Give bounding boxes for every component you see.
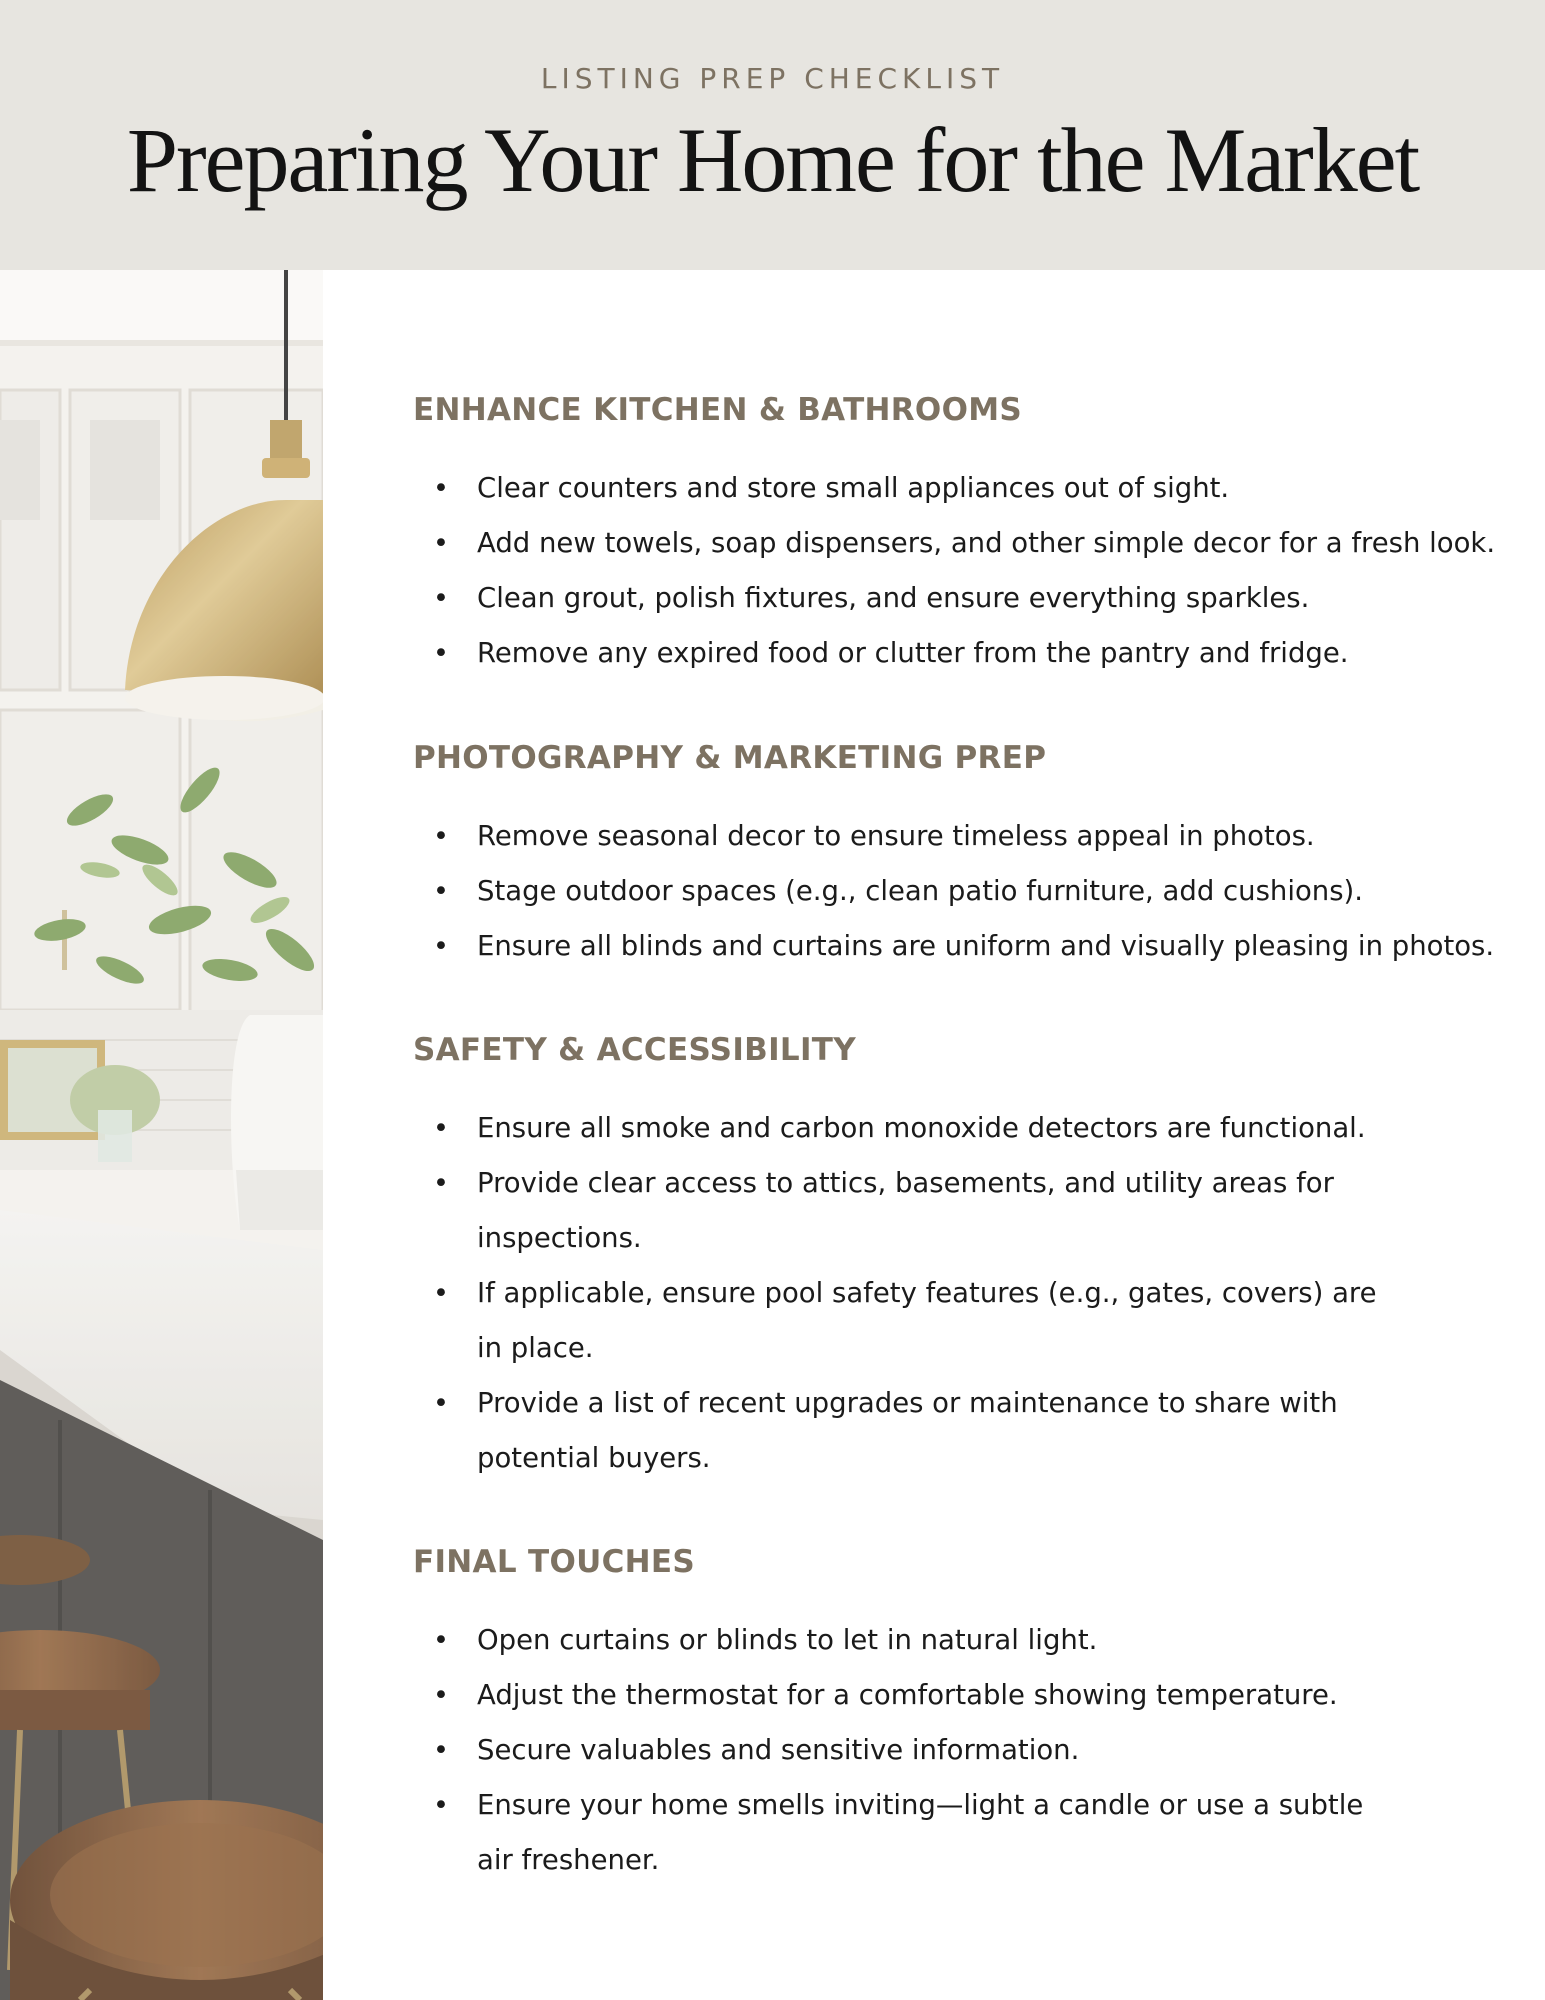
checklist [413,1101,1533,1486]
list-item: • Add new towels, soap dispensers, and other simple decor for a fresh look. [413,516,1533,571]
page-title: Preparing Your Home for the Market [126,109,1419,211]
section-kitchen-bathrooms [413,392,1533,681]
section-heading: SAFETY & ACCESSIBILITY [413,1032,856,1068]
list-item: • Ensure all blinds and curtains are uniform and visually pleasing in photos. [413,919,1533,974]
section-heading: PHOTOGRAPHY & MARKETING PREP [413,740,1047,776]
checklist [413,461,1533,681]
list-item: • Ensure your home smells inviting—light a candle or use a subtle air freshener. [413,1778,1533,1888]
list-item: • Adjust the thermostat for a comfortable showing temperature. [413,1668,1533,1723]
list-item: • Clean grout, polish fixtures, and ensure everything sparkles. [413,571,1533,626]
page-kicker: LISTING PREP CHECKLIST [540,62,1005,95]
section-heading: ENHANCE KITCHEN & BATHROOMS [413,392,1023,428]
section-safety-accessibility [413,1032,1533,1486]
list-item: • Stage outdoor spaces (e.g., clean patio furniture, add cushions). [413,864,1533,919]
list-item: • Clear counters and store small appliances out of sight. [413,461,1533,516]
kitchen-photo [0,270,323,2000]
list-item: • Remove any expired food or clutter from the pantry and fridge. [413,626,1533,681]
header-band [0,0,1545,270]
list-item: • Open curtains or blinds to let in natural light. [413,1613,1533,1668]
list-item: • Secure valuables and sensitive information. [413,1723,1533,1778]
checklist-content [323,270,1545,2000]
list-item: • Remove seasonal decor to ensure timeless appeal in photos. [413,809,1533,864]
section-final-touches [413,1544,1533,1888]
kitchen-photo-icon [0,270,323,2000]
list-item: • If applicable, ensure pool safety features (e.g., gates, covers) are in place. [413,1266,1533,1376]
section-photography-marketing [413,740,1533,974]
list-item: • Ensure all smoke and carbon monoxide detectors are functional. [413,1101,1533,1156]
list-item: • Provide clear access to attics, basements, and utility areas for inspections. [413,1156,1533,1266]
section-heading: FINAL TOUCHES [413,1544,695,1580]
checklist [413,809,1533,974]
list-item: • Provide a list of recent upgrades or maintenance to share with potential buyers. [413,1376,1533,1486]
checklist [413,1613,1533,1888]
